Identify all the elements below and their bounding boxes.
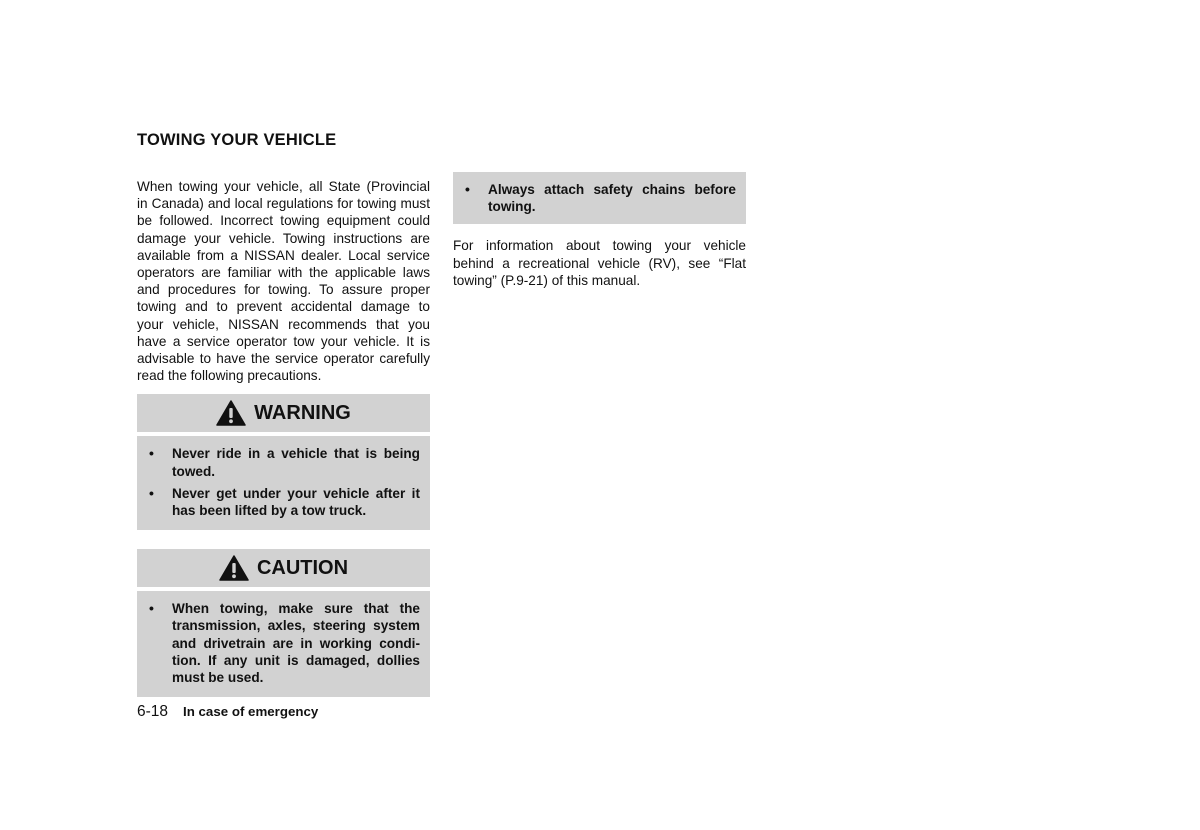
right-column [453, 172, 746, 289]
list-item: • Never ride in a vehicle that is being towed. [149, 445, 420, 479]
list-item: • Never get under your vehicle after it has been lifted by a tow truck. [149, 484, 420, 519]
bullet-icon: • [465, 181, 470, 197]
caution-header [137, 549, 430, 587]
flat-towing-paragraph: For information about towing your vehicle behind a recreational vehicle (RV), see “Flat towing” (P.9-21) of this manual. [453, 238, 746, 288]
page-number: 6-18 [137, 703, 169, 720]
left-column [137, 178, 430, 697]
safety-chains-box [453, 172, 746, 224]
warning-triangle-icon [219, 555, 249, 581]
bullet-icon: • [149, 484, 154, 501]
warning-label: WARNING [254, 401, 351, 424]
intro-paragraph: When towing your vehicle, all State (Provincial in Canada) and local regulations for towing must be followed. Incorrect towing equipment could damage your vehicle. Towing instructions are available from a NISSAN dealer. Local service operators are familiar with the applicable laws and procedures for towing. To assure proper towing and to prevent accidental damage to your vehicle, NISSAN recommends that you have a service operator tow your vehicle. It is advisable to have the service operator carefully read the following precautions. [137, 179, 430, 384]
bullet-icon: • [149, 445, 154, 462]
warning-header [137, 394, 430, 432]
warning-box [137, 394, 430, 530]
caution-label: CAUTION [256, 556, 349, 579]
section-heading: TOWING YOUR VEHICLE [137, 131, 337, 149]
warning-body [137, 436, 430, 530]
page-footer [137, 703, 318, 721]
list-item: • Always attach safety chains before towing. [465, 181, 736, 215]
caution-body [137, 591, 430, 697]
bullet-icon: • [149, 600, 154, 617]
warning-triangle-icon [216, 400, 246, 426]
caution-box [137, 549, 430, 697]
list-item: • When towing, make sure that the transmission, axles, steering system and drivetrain are in working condi-tion. If any unit is damaged, dollies must be used. [149, 600, 420, 686]
section-title: In case of emergency [183, 704, 319, 719]
